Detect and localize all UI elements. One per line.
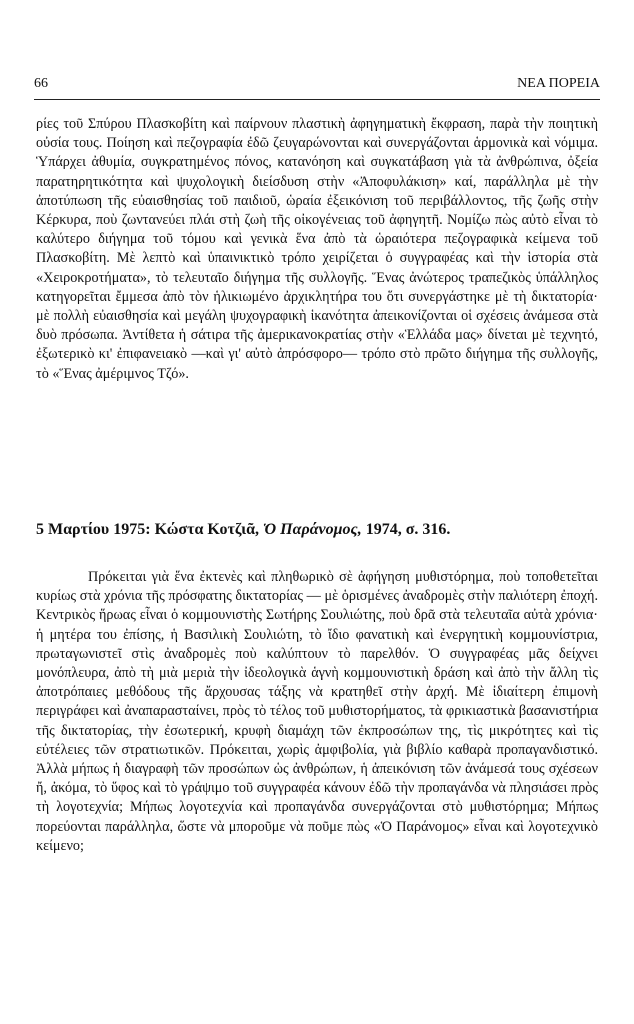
review-author: Κώστα Κοτζιᾶ, — [154, 521, 260, 538]
review-details: 1974, σ. 316. — [365, 521, 451, 538]
continued-paragraph: ρίες τοῦ Σπύρου Πλασκοβίτη καὶ παίρνουν πλαστικὴ ἀφηγηματικὴ ἔκφραση, παρὰ τὴν ποιητικὴ οὐσία τους. Ποίηση καὶ πεζογραφία ἐδῶ ζευγαρώνονται καὶ συνεργάζονται ἁρμονικὰ καὶ νόμιμα. Ὑπάρχει ἀθυμία, συγκρατημένος πόνος, κατανόηση καὶ συγκατάβαση γιὰ τὰ ἀνθρώπινα, ὀξεία παρατηρητικότητα καὶ ψυχολογικὴ διείσδυση στὴν «Ἀποφυλάκιση» καί, παράλληλα μὲ τὴν ἀποτύπωση τῆς εὐαισθησίας τοῦ παιδιοῦ, ὡραία ἐξεικόνιση τοῦ περιβάλλοντος, τῆς ζωῆς στὴν Κέρκυρα, ποὺ ζωντανεύει πλάι στὴ ζωὴ τῆς οἰκογένειας τοῦ ἀφηγητῆ. Νομίζω πὼς αὐτὸ εἶναι τὸ καλύτερο διήγημα τοῦ τόμου καὶ γενικὰ ἕνα ἀπὸ τὰ ὡραιότερα πεζογραφικὰ κείμενα τοῦ Πλασκοβίτη. Μὲ λεπτὸ καὶ ὑπαινικτικὸ τρόπο χειρίζεται ὁ συγγραφέας καὶ τὴν ἱστορία στὰ «Χειροκροτήματα», τὸ τελευταῖο διήγημα τῆς συλλογῆς. Ἕνας ἀνώτερος τραπεζικὸς ὑπάλληλος κατηγορεῖται ἔμμεσα ἀπὸ τὸν ἡλικιωμένο ἀρχικλητήρα του ὅτι συνεργάστηκε μὲ τὴ δικτατορία· μὲ πολλὴ εὐαισθησία καὶ μεγάλη ψυχογραφικὴ ἱκανότητα ἀπεικονίζονται οἱ σχέσεις ἀνάμεσα στὰ δυὸ πρόσωπα. Ἀντίθετα ἡ σάτιρα τῆς ἀμερικανοκρατίας στὴν «Ἑλλάδα μας» δίνεται μὲ τεχνητό, ἐξωτερικὸ κι' ἐπιφανειακὸ —καὶ γι' αὐτὸ ἀπρόσφορο— τρόπο στὸ πρῶτο διήγημα τῆς συλλογῆς, τὸ «Ἕνας ἀμέριμνος Τζό». — [36, 116, 598, 382]
review-body: Πρόκειται γιὰ ἕνα ἐκτενὲς καὶ πληθωρικὸ σὲ ἀφήγηση μυθιστόρημα, ποὺ τοποθετεῖται κυρίως στὰ χρόνια τῆς πρόσφατης δικτατορίας — μὲ ὁρισμένες ἀναδρομὲς στὴν παλιότερη ἐποχή. Κεντρικὸς ἥρωας εἶναι ὁ κομμουνιστὴς Σωτήρης Σουλιώτης, ποὺ δρᾶ στὰ τελευταῖα αὐτὰ χρόνια· ἡ μητέρα του ἐπίσης, ἡ Βασιλικὴ Σουλιώτη, τὸ ἴδιο φανατικὴ καὶ ἐνεργητικὴ κομμουνίστρια, πρωταγωνιστεῖ στὶς ἀναδρομὲς ποὺ καλύπτουν τὸ παρελθόν. Ὁ συγγραφέας μᾶς δείχνει μονόπλευρα, ἀπὸ τὴ μιὰ μεριὰ τὴν ἰδεολογικὰ ἁγνὴ κομμουνιστικὴ δράση καὶ ἀπὸ τὴν ἄλλη τὶς ἀποτρόπαιες μεθόδους τῆς ἄρχουσας τάξης νὰ κρατηθεῖ στὴν ἀρχή. Μὲ ἰδιαίτερη ἐπιμονὴ περιγράφει καὶ ἀναπαρασταίνει, πρὸς τὸ τέλος τοῦ μυθιστορήματος, τὰ φρικιαστικὰ βασανιστήρια τῆς δικτατορίας, τὴν ἐσωτερική, κρυφὴ διαμάχη τῶν ἐκπροσώπων της, τὶς μικρότητες καὶ τὶς εὐτέλειες τῶν στρατιωτικῶν. Πρόκειται, χωρὶς ἀμφιβολία, γιὰ βιβλίο καθαρὰ προπαγανδιστικό. Ἀλλὰ μήπως ἡ διαγραφὴ τῶν προσώπων ὡς ἀνθρώπων, ἡ ἀπεικόνιση τῶν ἀνάμεσά τους σχέσεων ἤ, ἀκόμα, τὸ ὕφος καὶ τὸ γράψιμο τοῦ συγγραφέα κάνουν ἐδῶ τὴν προπαγάνδα νὰ πλησιάσει πρὸς τὴ λογοτεχνία; Μήπως λογοτεχνία καὶ προπαγάνδα συνεργάζονται στὸ μυθιστόρημα; Μήπως πορεύονται παράλληλα, ὥστε νὰ μποροῦμε νὰ ποῦμε πὼς «Ὁ Παράνομος» εἶναι καὶ λογοτεχνικὸ κείμενο; — [36, 569, 598, 854]
review-date: 5 Μαρτίου 1975: — [36, 521, 151, 538]
journal-title: ΝΕΑ ΠΟΡΕΙΑ — [517, 76, 600, 91]
running-header — [34, 76, 600, 92]
review-book-title: Ὁ Παράνομος, — [263, 521, 362, 538]
review-heading — [36, 521, 598, 539]
header-rule — [34, 99, 600, 100]
page-number: 66 — [34, 76, 48, 91]
